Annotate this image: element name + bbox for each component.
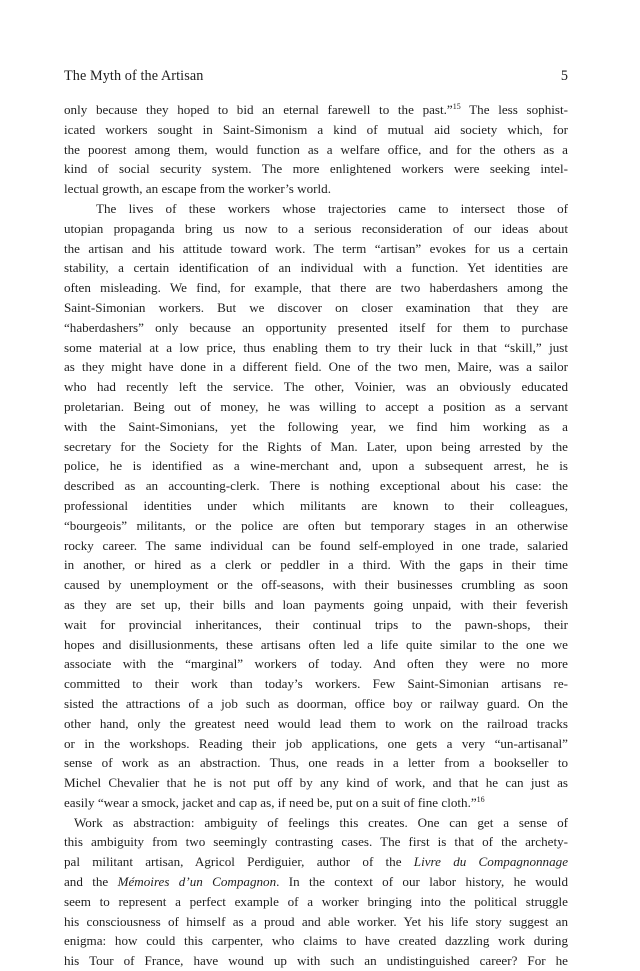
text-line: [64, 852, 568, 872]
text-run: and the: [64, 874, 118, 890]
text-line: associate with the “marginal” workers of today. And often they were no more: [64, 656, 568, 672]
paragraph-1: [64, 100, 568, 199]
text-line: “haberdashers” only because an opportunity presented itself for them to purchase: [64, 319, 568, 335]
text-line: Saint-Simonian workers. But we discover on closer examination that they are: [64, 299, 568, 315]
text-run: . In the context of our labor history, he would: [276, 874, 568, 890]
page-number: 5: [560, 68, 568, 84]
text-line: as they might have done in a different field. One of the two men, Maire, was a sailor: [64, 359, 568, 375]
text-line: described as an accounting-clerk. There is nothing exceptional about his case: the: [64, 478, 568, 494]
text-line: the poorest among them, would function as a welfare office, and for the others as a: [64, 141, 568, 157]
text-line: often misleading. We find, for example, that there are two haberdashers among the: [64, 280, 568, 296]
text-line: with the Saint-Simonians, yet the following year, we find him working as a: [64, 418, 568, 434]
running-title: The Myth of the Artisan: [64, 68, 204, 84]
text-line: [64, 793, 568, 813]
text-line: The lives of these workers whose trajectories came to intersect those of: [96, 200, 568, 216]
text-line: as they are set up, their bills and loan payments going unpaid, with their feverish: [64, 596, 568, 612]
text-line: in another, or hired as a clerk or peddler in a third. With the gaps in their time: [64, 557, 568, 573]
paragraph-3: [64, 813, 568, 971]
text-line: Michel Chevalier that he is not put off by any kind of work, and that he can just as: [64, 775, 568, 791]
text-line: committed to their work than today’s workers. Few Saint-Simonian artisans re-: [64, 676, 568, 692]
paragraph-2: [64, 199, 568, 813]
text-line: kind of social security system. The more enlightened workers were seeking intel-: [64, 161, 568, 177]
text-line: utopian propaganda bring us now to a serious reconsideration of our ideas about: [64, 220, 568, 236]
text-line: wait for provincial inheritances, their continual trips to the pawn-shops, their: [64, 616, 568, 632]
text-line: caused by unemployment or the off-seasons, with their businesses crumbling as soon: [64, 577, 568, 593]
running-header: [64, 66, 568, 86]
text-line: enigma: how could this carpenter, who claims to have created dazzling work during: [64, 933, 568, 949]
text-line: “bourgeois” militants, or the police are often but temporary stages in an otherwise: [64, 517, 568, 533]
text-line: stability, a certain identification of an individual with a function. Yet identities are: [64, 260, 568, 276]
text-line: sense of work as an abstraction. Thus, one reads in a letter from a bookseller to: [64, 755, 568, 771]
text-line: who had recently left the service. The other, Voinier, was an obviously educated: [64, 379, 568, 395]
text-line: seem to represent a perfect example of a worker bringing into the political struggle: [64, 893, 568, 909]
text-line: his Tour of France, have wound up with such an undistinguished career? For he: [64, 953, 568, 969]
text-line: secretary for the Society for the Rights of Man. Later, upon being arrested by the: [64, 438, 568, 454]
text-line: Work as abstraction: ambiguity of feelings this creates. One can get a sense of: [74, 814, 568, 830]
book-title-memoires-dun-compagnon: Mémoires d’un Compagnon: [117, 874, 277, 890]
text-line: other hand, only the greatest need would lead them to work on the railroad tracks: [64, 715, 568, 731]
text-line: this ambiguity from two seemingly contrasting cases. The first is that of the archety-: [64, 834, 568, 850]
text-line: icated workers sought in Saint-Simonism a kind of mutual aid society which, for: [64, 121, 568, 137]
text-line: [64, 872, 568, 892]
text-line: hopes and disillusionments, these artisans often led a life quite similar to the one we: [64, 636, 568, 652]
text-line: [64, 100, 568, 120]
text-run: pal militant artisan, Agricol Perdiguier, author of the: [64, 854, 414, 870]
text-run: only because they hoped to bid an eternal farewell to the past.”: [64, 102, 453, 117]
text-line: proletarian. Being out of money, he was willing to accept a position as a servant: [64, 398, 568, 414]
text-run: easily “wear a smock, jacket and cap as, if need be, put on a suit of fine cloth.”: [64, 794, 477, 810]
footnote-marker-16[interactable]: 16: [476, 794, 485, 804]
book-title-livre-du-compagnonnage: Livre du Compagnonnage: [413, 854, 569, 870]
text-line: sisted the attractions of a job such as doorman, office boy or railway guard. On the: [64, 695, 568, 711]
text-line: his consciousness of himself as a proud and able worker. Yet his life story suggest an: [64, 913, 568, 929]
text-line: rocky career. The same individual can be found self-employed in one trade, salaried: [64, 537, 568, 553]
text-line: or in the workshops. Reading their job applications, one gets a very “un-artisanal”: [64, 735, 568, 751]
text-line: professional identities under which militants are known to their colleagues,: [64, 497, 568, 513]
body-text: [64, 100, 568, 971]
text-line: lectual growth, an escape from the worker’s world.: [64, 181, 331, 197]
text-line: police, he is identified as a wine-merchant and, upon a subsequent arrest, he is: [64, 458, 568, 474]
text-line: the artisan and his attitude toward work. The term “artisan” evokes for us a certain: [64, 240, 568, 256]
footnote-marker-15[interactable]: 15: [452, 102, 461, 111]
text-line: some material at a low price, thus enabling them to try their luck in that “skill,” just: [64, 339, 568, 355]
text-run: The less sophist-: [460, 102, 568, 117]
